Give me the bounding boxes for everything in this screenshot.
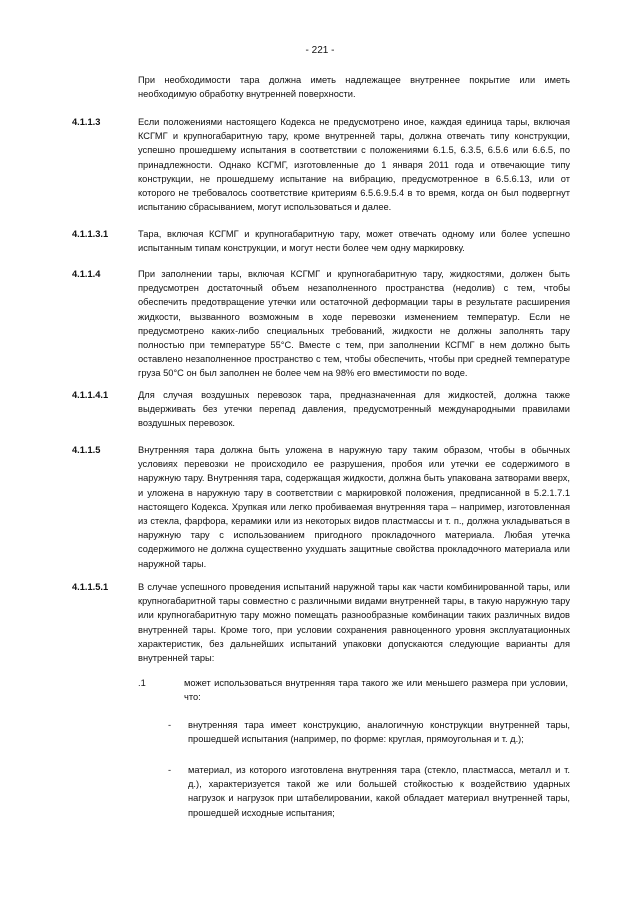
paragraph-number: 4.1.1.4 <box>72 269 101 279</box>
dash-item <box>168 718 570 746</box>
dash-item-text: внутренняя тара имеет конструкцию, аналогичную конструкции внутренней тары, прошедшей испытания (например, по форме: круглая, прямоугольная и т. д.); <box>188 720 570 745</box>
paragraph-text: Тара, включая КСГМГ и крупногабаритную тару, может отвечать одному или более успешно испытанным типам конструкции, и могут нести более чем одну маркировку. <box>138 229 570 254</box>
sub-item-1 <box>138 676 570 704</box>
dash-item-text: материал, из которого изготовлена внутренняя тара (стекло, пластмасса, металл и т. д.), характеризуется такой же или большей стойкостью к воздействию ударных нагрузок и нагрузок при штабелировании, какой обладает материал внутренней тары, прошедшей исходные испытания; <box>188 765 570 818</box>
paragraph-number: 4.1.1.5.1 <box>72 582 109 592</box>
paragraph-4-1-1-3-1 <box>72 227 570 255</box>
dash-item <box>168 763 570 820</box>
paragraph-text: Если положениями настоящего Кодекса не предусмотрено иное, каждая единица тары, включая КСГМГ и крупногабаритную тару, кроме внутренней тары, должна отвечать типу конструкции, успешно прошедшему испытания в соответствии с положениями 6.1.5, 6.3.5, 6.5.6 или 6.6.5, по принадлежности. Однако КСГМГ, изготовленные до 1 января 2011 года и отвечающие типу конструкции, не прошедшему испытание на вибрацию, предусмотренное в 6.5.6.13, или от которого не требовалось соответствие критериям 6.5.6.9.5.4 в то время, когда он был подвергнут испытанию сбрасыванием, могут использоваться и далее. <box>138 117 570 213</box>
paragraph-number: 4.1.1.4.1 <box>72 390 109 400</box>
paragraph-4-1-1-5 <box>72 443 570 571</box>
sub-item-marker: .1 <box>138 678 146 688</box>
paragraph-number: 4.1.1.5 <box>72 445 101 455</box>
intro-paragraph <box>72 73 570 101</box>
intro-text: При необходимости тара должна иметь надлежащее внутреннее покрытие или иметь необходимую обработку внутренней поверхности. <box>138 75 570 100</box>
dash-marker: - <box>168 765 172 775</box>
paragraph-number: 4.1.1.3 <box>72 117 101 127</box>
paragraph-text: В случае успешного проведения испытаний наружной тары как части комбинированной тары, или крупногабаритной тары совместно с различными видами внутренней тары, в такую наружную тару или крупногабаритную тару можно помещать разнообразные комбинации таких различных видов внутренней тары. Кроме того, при условии сохранения равноценного уровня эксплуатационных характеристик, без дальнейших испытаний упаковки допускаются следующие варианты для внутренней тары: <box>138 582 570 664</box>
sub-item-text: может использоваться внутренняя тара такого же или меньшего размера при условии, что: <box>184 678 568 703</box>
paragraph-4-1-1-4 <box>72 267 570 381</box>
paragraph-number: 4.1.1.3.1 <box>72 229 109 239</box>
dash-marker: - <box>168 720 172 730</box>
paragraph-4-1-1-4-1 <box>72 388 570 431</box>
paragraph-text: Внутренняя тара должна быть уложена в наружную тару таким образом, чтобы в обычных условиях перевозки не происходило ее разрушения, пробоя или утечки ее содержимого в наружную тару. Внутренняя тара, содержащая жидкости, должна быть упакована затворами вверх, и уложена в наружную тару в соответствии с маркировкой положения, предписанной в 5.2.1.7.1 настоящего Кодекса. Хрупкая или легко пробиваемая внутренняя тара – например, изготовленная из стекла, фарфора, керамики или из некоторых видов пластмассы и т. п., должна укладываться в наружную тару с использованием пригодного прокладочного материала. Любая утечка содержимого не должна существенно ухудшать защитные свойства прокладочного материала или наружной тары. <box>138 445 570 569</box>
paragraph-text: Для случая воздушных перевозок тара, предназначенная для жидкостей, должна также выдерживать без утечки перепад давления, предусмотренный международными правилами воздушных перевозок. <box>138 390 570 429</box>
page-number: - 221 - <box>305 45 335 56</box>
paragraph-4-1-1-5-1 <box>72 580 570 665</box>
paragraph-4-1-1-3 <box>72 115 570 214</box>
paragraph-text: При заполнении тары, включая КСГМГ и крупногабаритную тару, жидкостями, должен быть предусмотрен достаточный объем незаполненного пространства (недолив) с тем, чтобы обеспечить предотвращение утечки или остаточной деформации тары в результате расширения жидкости, вызванного возможным в ходе перевозки изменением температур. Если не предусмотрено каких-либо специальных требований, жидкости не должны заполнять тару полностью при температуре 55°C. Вместе с тем, при заполнении КСГМГ в нем должно быть оставлено незаполненное пространство с тем, чтобы обеспечить, чтобы при средней температуре груза 50°C он был заполнен не более чем на 98% его вместимости по воде. <box>138 269 570 379</box>
